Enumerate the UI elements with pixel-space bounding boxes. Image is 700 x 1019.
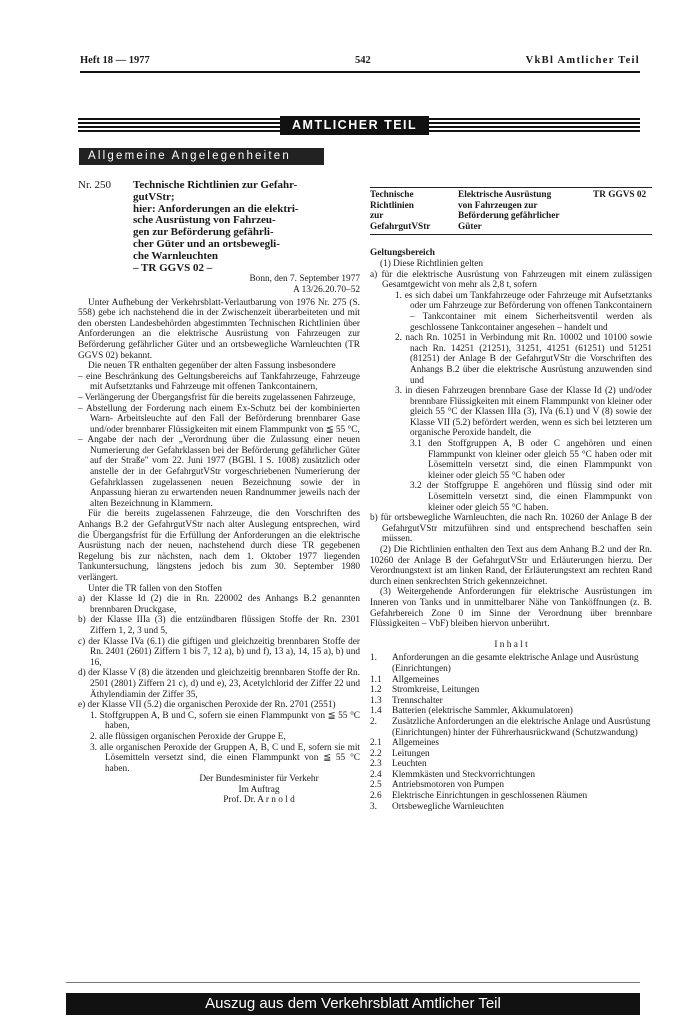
toc-text: Ortsbewegliche Warnleuchten <box>392 801 504 812</box>
toc-text: Leuchten <box>392 759 427 770</box>
table-head-line: von Fahrzeugen zur <box>458 200 538 211</box>
file-reference: A 13/26.20.70–52 <box>293 284 360 295</box>
toc-entry <box>370 791 652 802</box>
article-title-text <box>133 180 360 274</box>
paragraph: 1. Stoffgruppen A, B und C, sofern sie einen Flammpunkt von ≦ 55 °C haben, <box>90 710 360 732</box>
paragraph: 3. alle organischen Peroxide der Gruppen A, B, C und E, sofern sie mit Lösemitteln versetzt sind, die einen Flammpunkt von ≦ 55 °C haben. <box>90 742 360 774</box>
paragraph: – eine Beschränkung des Geltungsbereichs auf Tankfahrzeuge, Fahrzeuge mit Aufsetztanks und Fahrzeuge mit offenen Tankcontainern, <box>78 371 360 393</box>
title-line: sche Ausrüstung von Fahrzeu- <box>133 214 276 227</box>
paragraph: Unter die TR fallen von den Stoffen <box>88 583 222 594</box>
paragraph: b) der Klasse IIIa (3) die entzündbaren flüssigen Stoffe der Rn. 2301 Ziffern 1, 2, 3 und 5, <box>78 615 360 636</box>
paragraph: a) für die elektrische Ausrüstung von Fahrzeugen mit einem zulässigen Gesamtgewicht von mehr als 2,8 t, sofern <box>370 269 652 291</box>
paragraph: 2. nach Rn. 10251 in Verbindung mit Rn. 10002 und 10100 sowie nach Rn. 14251 (21251), 31251, 41251 (61251) und 51251 (81251) der Anlage B der GefahrgutVStr die Vorschriften des Anhangs B.2 über die elektrische Ausrüstung anzuwenden sind und <box>395 333 652 386</box>
toc-text: Elektrische Einrichtungen in geschlossenen Räumen <box>392 791 588 802</box>
toc-number: 1.3 <box>370 695 382 706</box>
toc-number: 2.6 <box>370 791 382 802</box>
signature-line: Im Auftrag <box>238 784 280 795</box>
right-body <box>370 259 652 630</box>
paragraph: 3.2 der Stoffgruppe E angehören und flüssig sind oder mit Lösemitteln versetzt sind, die einen Flammpunkt von kleiner oder gleich 55 °C haben. <box>410 481 652 513</box>
paragraph: (1) Diese Richtlinien gelten <box>380 258 484 269</box>
paragraph: Für die bereits zugelassenen Fahrzeuge, die den Vorschriften des Anhangs B.2 der GefahrgutVStr nach alter Auslegung entsprechen, wird die Übergangsfrist für die Erfüllung der Anforderungen an die elektrische Ausrüstung nach der neuen, nachstehend durch diese TR gegebenen Regelung bis zur nächsten, nach dem 1. Oktober 1977 liegenden Tankuntersuchung, längstens jedoch bis zum 30. September 1980 verlängert. <box>78 509 360 583</box>
article-number: Nr. 250 <box>78 179 111 191</box>
table-head-col3: TR GGVS 02 <box>593 190 647 200</box>
toc-text: Stromkreise, Leitungen <box>392 685 480 696</box>
official-part-band <box>78 117 640 134</box>
paragraph: 1. es sich dabei um Tankfahrzeuge oder Fahrzeuge mit Aufsetztanks oder um Fahrzeuge zur Beförderung von offenen Tankcontainern – Tankcontainer mit einem Sicherheitsventil werden als geschlossene Tankcontainer angesehen – handelt und <box>395 290 652 333</box>
table-head-col1 <box>370 190 458 232</box>
toc-entry <box>370 738 652 749</box>
header-rule <box>80 71 640 73</box>
table-head-line: zur <box>370 211 384 222</box>
toc-entry <box>370 717 652 738</box>
title-line: gutVStr; <box>133 190 175 203</box>
band-title: AMTLICHER TEIL <box>280 116 429 135</box>
toc-number: 1.4 <box>370 706 382 717</box>
title-line: hier: Anforderungen an die elektri- <box>133 202 299 215</box>
journal-label: VkBl Amtlicher Teil <box>525 55 640 66</box>
footer-rule <box>66 982 640 983</box>
toc-text: Anforderungen an die gesamte elektrische Anlage und Ausrüstung (Einrichtungen) <box>392 653 639 674</box>
toc-number: 2.4 <box>370 769 382 780</box>
paragraph: Die neuen TR enthalten gegenüber der alten Fassung insbesondere <box>88 361 336 372</box>
toc-entry <box>370 675 652 686</box>
toc-number: 2.2 <box>370 748 382 759</box>
title-line: gen zur Beförderung gefährli- <box>133 226 274 239</box>
toc-text: Zusätzliche Anforderungen an die elektrische Anlage und Ausrüstung (Einrichtungen) hinter der Führerhausrückwand (Schutzwandung) <box>392 716 651 738</box>
toc-number: 2. <box>370 716 377 727</box>
table-of-contents <box>370 653 652 812</box>
section-heading: Allgemeine Angelegenheiten <box>79 148 324 165</box>
paragraph: e) der Klasse VII (5.2) die organischen Peroxide der Rn. 2701 (2551) <box>78 700 336 711</box>
table-head-line: Richtlinien <box>370 200 414 211</box>
table-head-col2 <box>458 190 593 232</box>
signature-block <box>78 774 360 806</box>
right-column <box>370 187 652 812</box>
paragraph: 3.1 den Stoffgruppen A, B oder C angehören und einen Flammpunkt von kleiner oder gleich 55 °C haben oder mit Lösemitteln versetzt sind, die einen Flammpunkt von kleiner oder gleich 55 °C haben oder <box>410 439 652 481</box>
left-column <box>78 180 360 806</box>
left-body <box>78 298 360 775</box>
toc-entry <box>370 759 652 770</box>
paragraph: Unter Aufhebung der Verkehrsblatt-Verlautbarung von 1976 Nr. 275 (S. 558) gebe ich nachstehend die in der Zwischenzeit überarbeiteten und mit den obersten Landesbehörden abgestimmten Technischen Richtlinien über Anforderungen an die elektrische Ausrüstung von Fahrzeugen zur Beförderung gefährlicher Güter und an ortsbewegliche Warnleuchten (TR GGVS 02) bekannt. <box>78 297 360 361</box>
footer-banner: Auszug aus dem Verkehrsblatt Amtlicher Teil <box>66 993 640 1015</box>
toc-text: Allgemeines <box>392 674 439 685</box>
toc-entry <box>370 706 652 717</box>
table-head-line: Beförderung gefährlicher <box>458 211 560 222</box>
toc-text: Antriebsmotoren von Pumpen <box>392 780 505 791</box>
toc-entry <box>370 770 652 781</box>
toc-text: Leitungen <box>392 748 430 759</box>
paragraph: (2) Die Richtlinien enthalten den Text aus dem Anhang B.2 und der Rn. 10260 der Anlage B der GefahrgutVStr und Erläuterungen hierzu. Der Verordnungstext ist am linken Rand, der Erläuterungstext am rechten Rand durch einen senkrechten Strich gekennzeichnet. <box>370 545 652 587</box>
title-line: che Warnleuchten <box>133 249 219 262</box>
paragraph: – Verlängerung der Übergangsfrist für die bereits zugelassenen Fahrzeuge, <box>78 392 356 403</box>
signature-line: Der Bundesminister für Verkehr <box>199 774 319 785</box>
article-title <box>78 180 360 274</box>
toc-entry <box>370 685 652 696</box>
paragraph: 2. alle flüssigen organischen Peroxide der Gruppe E, <box>90 731 286 742</box>
toc-entry <box>370 653 652 674</box>
table-head-line: GefahrgutVStr <box>370 221 431 232</box>
paragraph: b) für ortsbewegliche Warnleuchten, die nach Rn. 10260 der Anlage B der GefahrgutVStr mitzuführen sind und entsprechend beschaffen sein müssen. <box>370 513 652 545</box>
toc-entry <box>370 749 652 760</box>
scope-heading: Geltungsbereich <box>370 248 435 259</box>
toc-heading: I n h a l t <box>494 639 528 650</box>
table-head-line: Elektrische Ausrüstung <box>458 190 552 200</box>
paragraph: c) der Klasse IVa (6.1) die giftigen und gleichzeitig brennbaren Stoffe der Rn. 2401 (2601) Ziffern 1 bis 7, 12 a), b) und f), 13 a), 14, 15 a), b) und 16, <box>78 636 360 668</box>
signature-line: Prof. Dr. A r n o l d <box>223 795 295 806</box>
toc-number: 2.1 <box>370 738 382 749</box>
toc-text: Allgemeines <box>392 738 439 749</box>
toc-text: Klemmkästen und Steckvorrichtungen <box>392 769 536 780</box>
paragraph: d) der Klasse V (8) die ätzenden und gleichzeitig brennbaren Stoffe der Rn. 2501 (2801) Ziffern 21 c), d) und e), 23, Acetylchlorid der Ziffer 22 und Äthylendiamin der Ziffer 35, <box>78 668 360 700</box>
guideline-table-head <box>370 187 652 235</box>
toc-text: Batterien (elektrische Sammler, Akkumulatoren) <box>392 706 573 717</box>
toc-entry <box>370 780 652 791</box>
toc-number: 2.5 <box>370 780 382 791</box>
toc-number: 1.2 <box>370 685 382 696</box>
toc-number: 2.3 <box>370 759 382 770</box>
toc-entry <box>370 802 652 813</box>
paragraph: – Angabe der nach der „Verordnung über die Zulassung einer neuen Numerierung der Gefahrklassen bei der Beförderung gefährlicher Güter auf der Straße" vom 22. Juni 1977 (BGBl. I S. 1008) zusätzlich oder anstelle der in der GefahrgutVStr vorgeschriebenen Numerierung der Gefahrklassen zugelassenen neuen Bezeichnung sowie der in Anpassung hieran zu erwartenden neuen Randnummer jeweils nach der alten Bezeichnung in Klammern. <box>78 435 360 509</box>
table-head-line: Güter <box>458 221 482 232</box>
toc-number: 1. <box>370 653 377 664</box>
paragraph: (3) Weitergehende Anforderungen für elektrische Ausrüstungen im Inneren von Tanks und in unmittelbarer Nähe von Tanköffnungen (z. B. Gefahrbereich Zone 0 im Sinne der Verordnung über brennbare Flüssigkeiten – VbF) bleiben hiervon unberührt. <box>370 587 652 630</box>
paragraph: – Abstellung der Forderung nach einem Ex-Schutz bei der kombinierten Warn- Arbeitsleuchte auf den Fall der Beförderung brennbarer Gase und/oder brennbarer Flüssigkeiten mit einem Flammpunkt von ≦ 55 °C, <box>78 403 360 435</box>
page-number: 542 <box>355 55 371 66</box>
toc-entry <box>370 696 652 707</box>
paragraph: 3. in diesen Fahrzeugen brennbare Gase der Klasse Id (2) und/oder brennbare Flüssigkeiten mit einem Flammpunkt von kleiner oder gleich 55 °C der Klassen IIIa (3), IVa (6.1) und V (8) sowie der Klasse VII (5.2) befördert werden, wenn es sich bei letzteren um organische Peroxide handelt, die <box>395 386 652 439</box>
toc-text: Trennschalter <box>392 695 443 706</box>
toc-number: 1.1 <box>370 674 382 685</box>
title-line: Technische Richtlinien zur Gefahr- <box>133 179 298 191</box>
issue-label: Heft 18 — 1977 <box>80 55 150 66</box>
toc-number: 3. <box>370 801 377 812</box>
page-header <box>80 55 640 71</box>
place-date: Bonn, den 7. September 1977 <box>249 274 360 285</box>
title-line: – TR GGVS 02 – <box>133 261 213 274</box>
title-line: cher Güter und an ortsbewegli- <box>133 237 280 250</box>
table-head-line: Technische <box>370 190 414 200</box>
paragraph: a) der Klasse Id (2) die in Rn. 220002 des Anhangs B.2 genannten brennbaren Druckgase, <box>78 594 360 615</box>
